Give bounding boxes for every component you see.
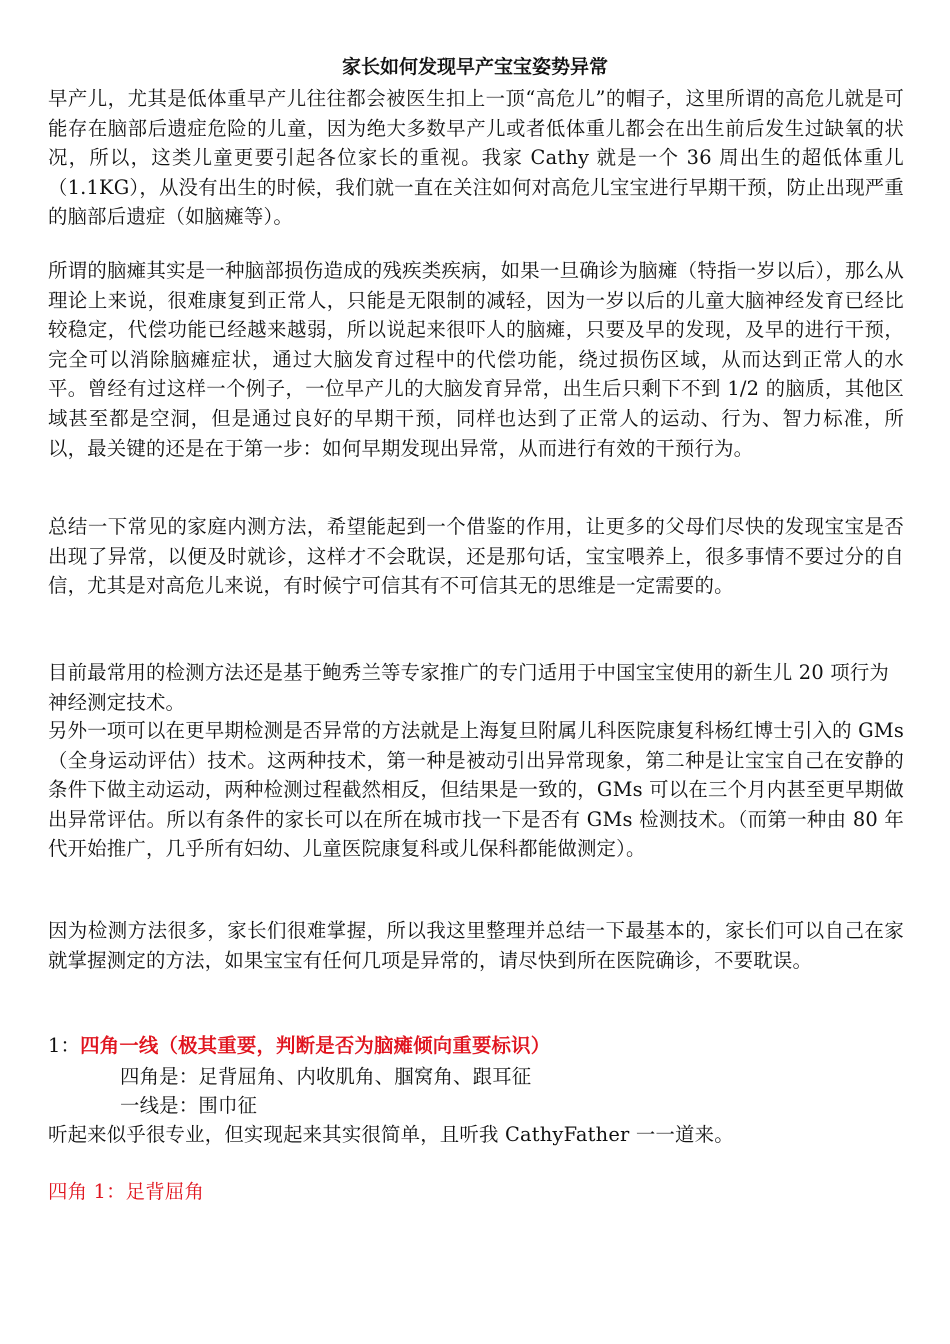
paragraph-intro: 早产儿，尤其是低体重早产儿往往都会被医生扣上一顶“高危儿”的帽子，这里所谓的高危儿就是可能存在脑部后遗症危险的儿童，因为绝大多数早产儿或者低体重儿都会在出生前后发生过缺氧的状况，所以，这类儿童更要引起各位家长的重视。我家 Cathy 就是一个 36 周出生的超低体重儿（1.1KG），从没有出生的时候，我们就一直在关注如何对高危儿宝宝进行早期干预，防止出现严重的脑部后遗症（如脑瘫等）。 <box>48 87 904 229</box>
section-1-number: 1： <box>48 1034 81 1057</box>
section-1-heading-line <box>48 1031 904 1061</box>
paragraph-gms: 另外一项可以在更早期检测是否异常的方法就是上海复旦附属儿科医院康复科杨红博士引入的 GMs（全身运动评估）技术。这两种技术，第一种是被动引出异常现象，第二种是让宝宝自己在安静的条件下做主动运动，两种检测过程截然相反，但结果是一致的，GMs 可以在三个月内甚至更早期做出异常评估。所以有条件的家长可以在所在城市找一下是否有 GMs 检测技术。（而第一种由 80 年代开始推广，几乎所有妇幼、儿童医院康复科或儿保科都能做测定）。 <box>48 719 904 861</box>
paragraph-summary: 因为检测方法很多，家长们很难掌握，所以我这里整理并总结一下最基本的，家长们可以自己在家就掌握测定的方法，如果宝宝有任何几项是异常的，请尽快到所在医院确诊，不要耽误。 <box>48 919 904 972</box>
subheading-foot-dorsiflexion: 四角 1：足背屈角 <box>48 1180 205 1203</box>
paragraph-cerebral-palsy: 所谓的脑瘫其实是一种脑部损伤造成的残疾类疾病，如果一旦确诊为脑瘫（特指一岁以后），那么从理论上来说，很难康复到正常人，只能是无限制的减轻，因为一岁以后的儿童大脑神经发育已经比较稳定，代偿功能已经越来越弱，所以说起来很吓人的脑瘫，只要及早的发现，及早的进行干预，完全可以消除脑瘫症状，通过大脑发育过程中的代偿功能，绕过损伤区域，从而达到正常人的水平。曾经有过这样一个例子，一位早产儿的大脑发育异常，出生后只剩下不到 1/2 的脑质，其他区域甚至都是空洞，但是通过良好的早期干预，同样也达到了正常人的运动、行为、智力标准，所以，最关键的还是在于第一步：如何早期发现出异常，从而进行有效的干预行为。 <box>48 259 904 460</box>
four-angles-line: 四角是：足背屈角、内收肌角、腘窝角、跟耳征 <box>120 1065 532 1088</box>
explanation-note: 听起来似乎很专业，但实现起来其实很简单，且听我 CathyFather 一一道来。 <box>48 1123 734 1146</box>
paragraph-20-item-test: 目前最常用的检测方法还是基于鲍秀兰等专家推广的专门适用于中国宝宝使用的新生儿 20 项行为神经测定技术。 <box>48 661 890 714</box>
one-line-line: 一线是：围巾征 <box>120 1094 258 1117</box>
section-1-heading: 四角一线（极其重要，判断是否为脑瘫倾向重要标识） <box>80 1034 551 1057</box>
document-title: 家长如何发现早产宝宝姿势异常 <box>341 56 608 78</box>
paragraph-home-tests: 总结一下常见的家庭内测方法，希望能起到一个借鉴的作用，让更多的父母们尽快的发现宝宝是否出现了异常，以便及时就诊，这样才不会耽误，还是那句话，宝宝喂养上，很多事情不要过分的自信，尤其是对高危儿来说，有时候宁可信其有不可信其无的思维是一定需要的。 <box>48 515 904 598</box>
